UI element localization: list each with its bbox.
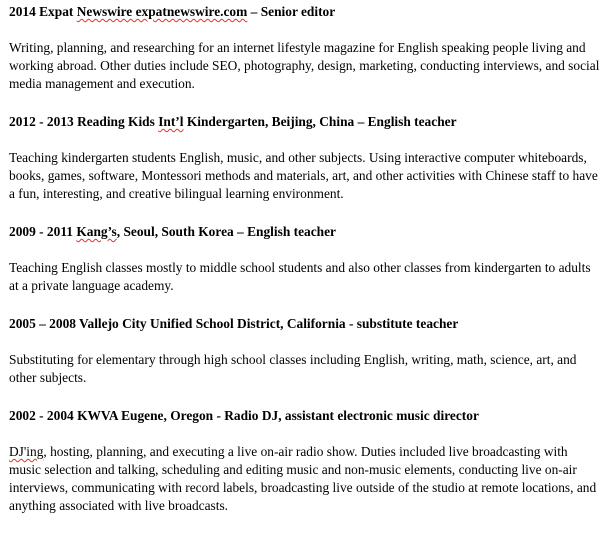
spellcheck-flagged-word[interactable]: Kang’s: [76, 224, 117, 239]
heading-text: 2009 - 2011: [9, 224, 77, 239]
entry-heading: [9, 110, 601, 131]
experience-entry-vallejo: [9, 312, 601, 387]
description-text: Substituting for elementary through high school classes including English, writing, math, science, art, and other subjects.: [9, 352, 577, 385]
entry-heading: [9, 220, 601, 241]
entry-description: [9, 39, 601, 93]
description-text: Writing, planning, and researching for an internet lifestyle magazine for English speaking people living and working abroad. Other duties include SEO, photography, design, marketing, conducting interviews, and social media management and execution.: [9, 40, 600, 91]
heading-text: – Senior editor: [247, 4, 336, 19]
entry-heading: [9, 404, 601, 425]
heading-text: Kindergarten, Beijing, China – English teacher: [183, 114, 457, 129]
spellcheck-flagged-word[interactable]: DJ'ing: [9, 444, 44, 459]
experience-entry-kwva: [9, 404, 601, 515]
entry-description: [9, 351, 601, 387]
experience-entry-expat-newswire: [9, 0, 601, 93]
entry-description: [9, 443, 601, 515]
entry-heading: [9, 0, 601, 21]
heading-text: , Seoul, South Korea – English teacher: [116, 224, 336, 239]
heading-text: 2014 Expat: [9, 4, 77, 19]
description-text: Teaching kindergarten students English, music, and other subjects. Using interactive computer whiteboards, books, games, software, Montessori methods and materials, art, and other activities with Chinese staff to have a fun, interesting, and creative bilingual learning environment.: [9, 150, 598, 201]
heading-text: 2002 - 2004 KWVA Eugene, Oregon - Radio DJ, assistant electronic music director: [9, 408, 479, 423]
entry-heading: [9, 312, 601, 333]
description-text: Teaching English classes mostly to middle school students and also other classes from kindergarten to adults at a private language academy.: [9, 260, 591, 293]
experience-entry-reading-kids: [9, 110, 601, 203]
entry-description: [9, 149, 601, 203]
spellcheck-flagged-word[interactable]: Newswire expatnewswire.com: [76, 4, 248, 19]
experience-entry-kangs: [9, 220, 601, 295]
resume-document: [9, 0, 601, 532]
description-text: , hosting, planning, and executing a live on-air radio show. Duties included live broadcasting with music selection and talking, scheduling and editing music and non-music elements, conducting live on-air interviews, communicating with record labels, broadcasting live outside of the studio at remote locations, and anything associated with live broadcasts.: [9, 444, 597, 513]
heading-text: 2005 – 2008 Vallejo City Unified School District, California - substitute teacher: [9, 316, 459, 331]
spellcheck-flagged-word[interactable]: Int’l: [158, 114, 184, 129]
entry-description: [9, 259, 601, 295]
heading-text: 2012 - 2013 Reading Kids: [9, 114, 159, 129]
